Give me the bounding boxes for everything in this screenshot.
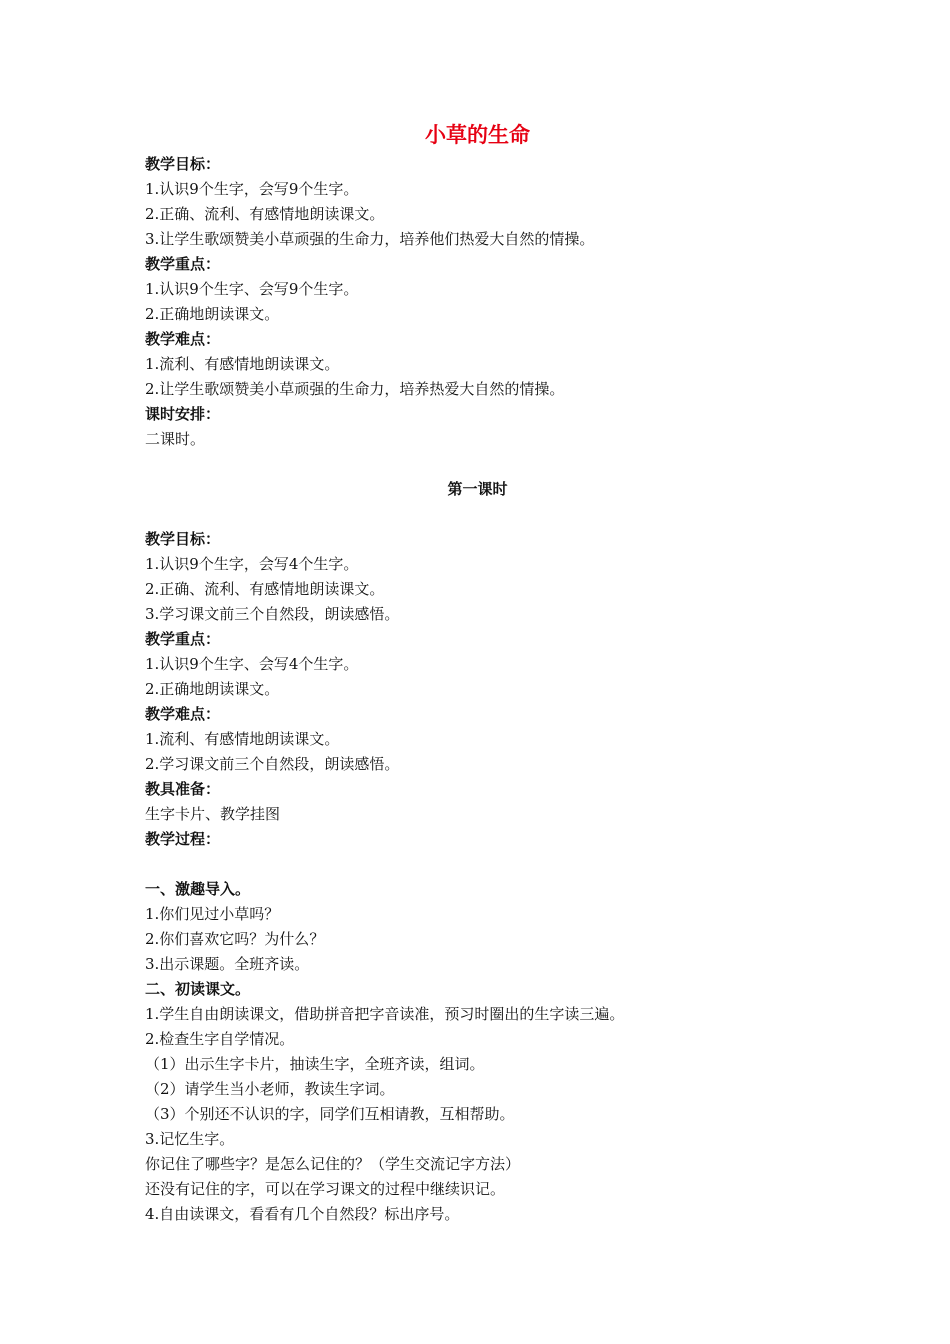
lesson1-title: 第一课时 — [447, 480, 508, 498]
lesson1-goal-item: 1.认识9个生字，会写4个生字。 — [145, 555, 359, 573]
overview-difficulty-item: 2.让学生歌颂赞美小草顽强的生命力，培养热爱大自然的情操。 — [145, 380, 565, 398]
section2-item: （2）请学生当小老师，教读生字词。 — [145, 1080, 395, 1098]
lesson1-goal-item: 3.学习课文前三个自然段，朗读感悟。 — [145, 605, 400, 623]
spacer — [145, 852, 835, 877]
lesson1-difficulty-item: 1.流利、有感情地朗读课文。 — [145, 730, 340, 748]
section2-item: 2.检查生字自学情况。 — [145, 1030, 295, 1048]
section1-item: 2.你们喜欢它吗？为什么？ — [145, 930, 325, 948]
spacer — [145, 452, 835, 477]
section1-item: 1.你们见过小草吗？ — [145, 905, 280, 923]
overview-schedule-text: 二课时。 — [145, 430, 206, 448]
overview-goal-item: 1.认识9个生字，会写9个生字。 — [145, 180, 359, 198]
spacer — [145, 502, 835, 527]
lesson1-focus-heading: 教学重点： — [145, 630, 221, 648]
overview-difficulty-item: 1.流利、有感情地朗读课文。 — [145, 355, 340, 373]
lesson1-goal-item: 2.正确、流利、有感情地朗读课文。 — [145, 580, 385, 598]
lesson1-goals-heading: 教学目标： — [145, 530, 221, 548]
section1-heading: 一、激趣导入。 — [145, 880, 251, 898]
section2-item: 3.记忆生字。 — [145, 1130, 235, 1148]
overview-focus-heading: 教学重点： — [145, 255, 221, 273]
section2-item: 1.学生自由朗读课文，借助拼音把字音读准，预习时圈出的生字读三遍。 — [145, 1005, 625, 1023]
section2-item: 你记住了哪些字？是怎么记住的？（学生交流记字方法） — [145, 1155, 521, 1173]
overview-focus-item: 2.正确地朗读课文。 — [145, 305, 280, 323]
section2-item: 4.自由读课文，看看有几个自然段？标出序号。 — [145, 1205, 460, 1223]
overview-difficulty-heading: 教学难点： — [145, 330, 221, 348]
document-body — [145, 118, 835, 1227]
overview-goal-item: 3.让学生歌颂赞美小草顽强的生命力，培养他们热爱大自然的情操。 — [145, 230, 595, 248]
overview-goal-item: 2.正确、流利、有感情地朗读课文。 — [145, 205, 385, 223]
lesson1-process-heading: 教学过程： — [145, 830, 221, 848]
overview-focus-item: 1.认识9个生字、会写9个生字。 — [145, 280, 359, 298]
overview-schedule-heading: 课时安排： — [145, 405, 221, 423]
section1-item: 3.出示课题。全班齐读。 — [145, 955, 310, 973]
lesson1-focus-item: 2.正确地朗读课文。 — [145, 680, 280, 698]
lesson1-tools-text: 生字卡片、教学挂图 — [145, 805, 281, 823]
lesson1-difficulty-heading: 教学难点： — [145, 705, 221, 723]
section2-item: （1）出示生字卡片，抽读生字，全班齐读，组词。 — [145, 1055, 485, 1073]
document-title: 小草的生命 — [425, 123, 530, 147]
section2-item: （3）个别还不认识的字，同学们互相请教，互相帮助。 — [145, 1105, 515, 1123]
lesson1-difficulty-item: 2.学习课文前三个自然段，朗读感悟。 — [145, 755, 400, 773]
section2-heading: 二、初读课文。 — [145, 980, 251, 998]
lesson1-tools-heading: 教具准备： — [145, 780, 221, 798]
section2-item: 还没有记住的字，可以在学习课文的过程中继续识记。 — [145, 1180, 506, 1198]
lesson1-focus-item: 1.认识9个生字、会写4个生字。 — [145, 655, 359, 673]
overview-goals-heading: 教学目标： — [145, 155, 221, 173]
